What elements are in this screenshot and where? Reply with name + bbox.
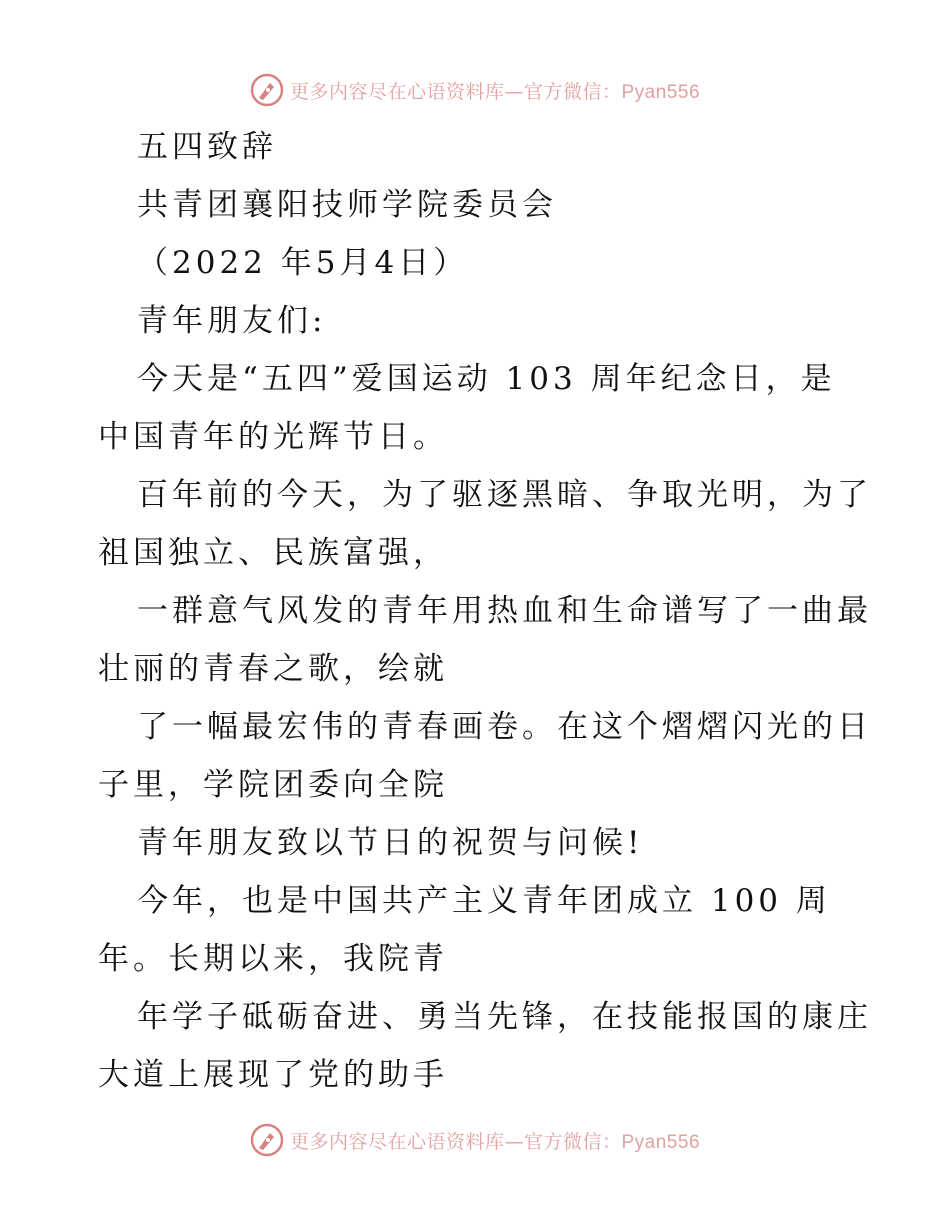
paragraph-line: 壮丽的青春之歌，绘就 xyxy=(98,651,448,687)
watermark-text: 更多内容尽在心语资料库—官方微信：Pyan556 xyxy=(289,80,701,103)
paragraph-line: 祖国独立、民族富强， xyxy=(98,535,448,571)
paragraph-line: 青年朋友致以节日的祝贺与问候! xyxy=(137,825,644,861)
paragraph-line: 年。长期以来，我院青 xyxy=(98,941,448,977)
paragraph-line: 子里，学院团委向全院 xyxy=(98,767,448,803)
document-title: 五四致辞 xyxy=(137,129,277,165)
issuing-organization: 共青团襄阳技师学院委员会 xyxy=(137,187,557,223)
pen-nib-circle-icon xyxy=(250,73,284,107)
paragraph-line: 大道上展现了党的助手 xyxy=(98,1057,448,1093)
footer-watermark xyxy=(0,1120,950,1160)
paragraph-line: 一群意气风发的青年用热血和生命谱写了一曲最 xyxy=(137,593,872,629)
paragraph-line: 百年前的今天，为了驱逐黑暗、争取光明，为了 xyxy=(137,477,872,513)
pen-nib-circle-icon xyxy=(250,1123,284,1157)
paragraph-line: 今年，也是中国共产主义青年团成立 100 周 xyxy=(137,883,831,919)
paragraph-line: 今天是“五四”爱国运动 103 周年纪念日，是 xyxy=(137,361,836,397)
watermark-text: 更多内容尽在心语资料库—官方微信：Pyan556 xyxy=(289,1130,701,1153)
header-watermark xyxy=(0,70,950,110)
salutation: 青年朋友们: xyxy=(137,303,327,339)
paragraph-line: 了一幅最宏伟的青春画卷。在这个熠熠闪光的日 xyxy=(137,709,872,745)
paragraph-line: 中国青年的光辉节日。 xyxy=(98,419,448,455)
document-date: （2022 年5月4日） xyxy=(137,245,469,281)
paragraph-line: 年学子砥砺奋进、勇当先锋，在技能报国的康庄 xyxy=(137,999,872,1035)
